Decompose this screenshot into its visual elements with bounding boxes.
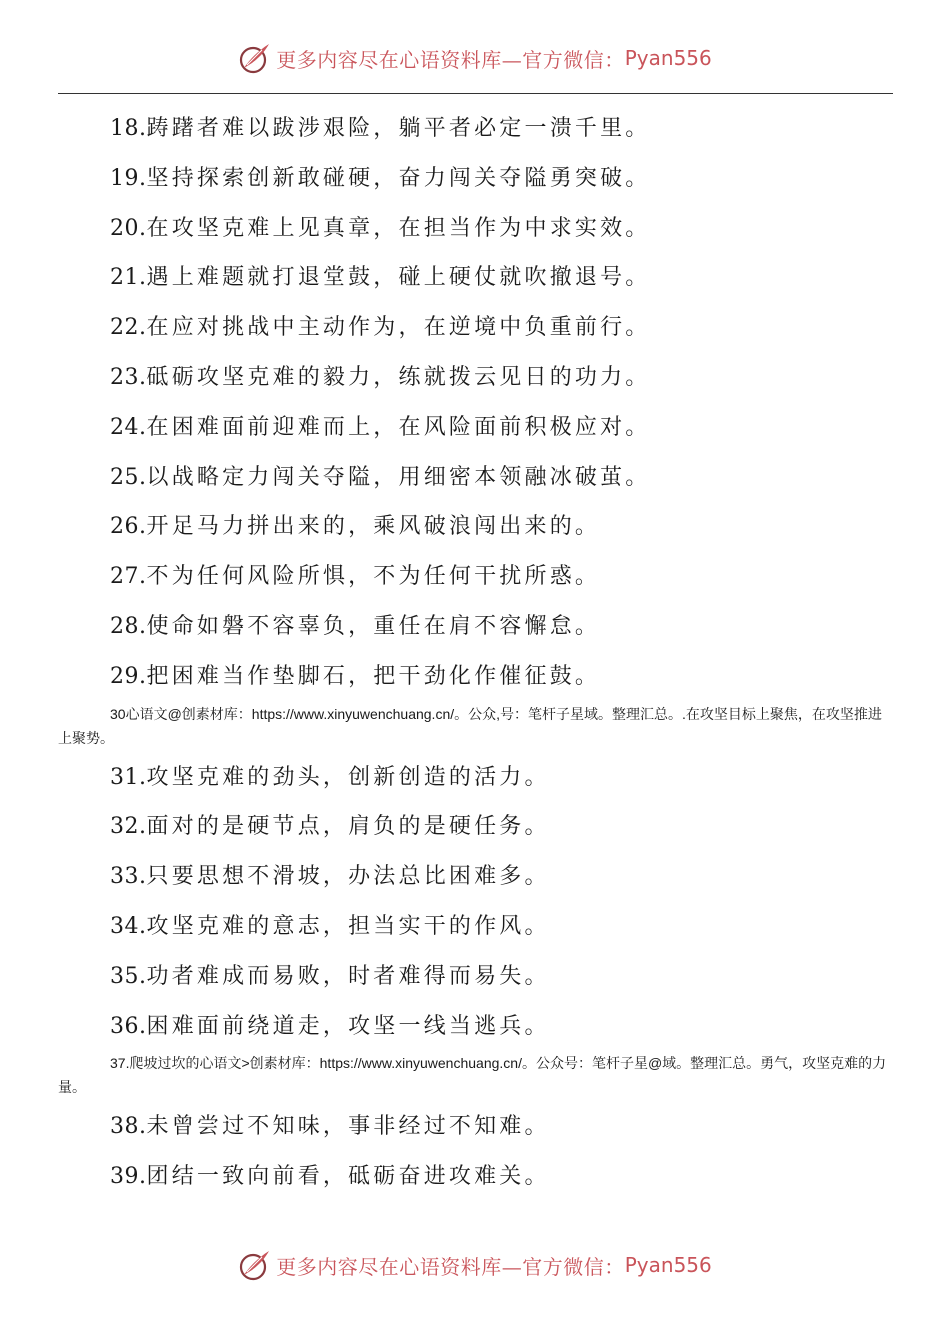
slogan-line [58,952,893,1002]
slogan-line [58,104,893,154]
slogan-number: 29. [110,663,147,689]
slogan-line [58,253,893,303]
slogan-line [58,753,893,803]
document-body [58,104,893,1202]
slogan-number: 24. [110,414,147,440]
slogan-number: 23. [110,364,147,390]
slogan-number: 33. [110,864,147,890]
slogan-line [58,204,893,254]
slogan-text: 以战略定力闯关夺隘，用细密本领融冰破茧。 [146,464,651,490]
slogan-text: 在攻坚克难上见真章，在担当作为中求实效。 [146,215,651,241]
slogan-line [58,154,893,204]
slogan-number: 39. [110,1164,147,1190]
slogan-text: 坚持探索创新敢碰硬，奋力闯关夺隘勇突破。 [146,165,651,191]
header-divider [58,93,893,94]
brand-wechat-id: Pyan556 [624,1253,712,1277]
slogan-list-c [58,1102,893,1202]
slogan-text: 困难面前绕道走，攻坚一线当逃兵。 [146,1013,550,1039]
slogan-line [58,802,893,852]
slogan-text: 不为任何风险所惧，不为任何干扰所惑。 [146,564,601,590]
slogan-number: 22. [110,315,147,341]
slogan-text: 攻坚克难的劲头，创新创造的活力。 [146,764,550,790]
slogan-number: 20. [110,215,147,241]
slogan-line [58,552,893,602]
slogan-line [58,1152,893,1202]
brand-text: 更多内容尽在心语资料库—官方微信： [276,1254,625,1279]
slogan-line [58,652,893,702]
slogan-number: 26. [110,514,147,540]
header-brand [0,38,950,78]
slogan-text: 面对的是硬节点，肩负的是硬任务。 [146,814,550,840]
slogan-number: 32. [110,814,147,840]
slogan-text: 功者难成而易败，时者难得而易失。 [146,963,550,989]
slogan-text: 把困难当作垫脚石，把干劲化作催征鼓。 [146,663,601,689]
slogan-number: 34. [110,913,147,939]
watermark-note-37: 37.爬坡过坎的心语文>创素材库：https://www.xinyuwenchuang.cn/。公众号：笔杆子星@域。整理汇总。勇气，攻坚克难的力量。 [58,1055,887,1096]
slogan-text: 踌躇者难以跋涉艰险，躺平者必定一溃千里。 [146,116,651,141]
slogan-line [58,1102,893,1152]
slogan-text: 只要思想不滑坡，办法总比困难多。 [146,864,550,890]
slogan-number: 38. [110,1114,147,1140]
slogan-line [58,902,893,952]
slogan-number: 25. [110,464,147,490]
slogan-line [58,303,893,353]
slogan-line [58,453,893,503]
slogan-line [58,502,893,552]
feather-pen-circle-icon [238,1248,272,1282]
slogan-list-a [58,104,893,702]
slogan-text: 团结一致向前看，砥砺奋进攻难关。 [146,1164,550,1190]
feather-pen-circle-icon [238,41,272,75]
slogan-number: 31. [110,764,147,790]
slogan-line [58,353,893,403]
slogan-number: 18. [110,116,147,141]
slogan-text: 遇上难题就打退堂鼓，碰上硬仗就吹撤退号。 [146,265,651,291]
slogan-line [58,602,893,652]
slogan-text: 砥砺攻坚克难的毅力，练就拨云见日的功力。 [146,364,651,390]
slogan-text: 开足马力拼出来的，乘风破浪闯出来的。 [146,514,601,540]
footer-brand [0,1245,950,1285]
slogan-line [58,1002,893,1052]
slogan-list-b [58,753,893,1052]
brand-text: 更多内容尽在心语资料库—官方微信： [276,47,625,72]
slogan-number: 36. [110,1013,147,1039]
slogan-number: 19. [110,165,147,191]
slogan-text: 使命如磐不容辜负，重任在肩不容懈怠。 [146,613,601,639]
slogan-number: 21. [110,265,147,291]
slogan-text: 在应对挑战中主动作为，在逆境中负重前行。 [146,315,651,341]
watermark-note-30: 30心语文@创素材库：https://www.xinyuwenchuang.cn/。公众,号：笔杆子星域。整理汇总。.在攻坚目标上聚焦，在攻坚推进上聚势。 [58,705,882,746]
slogan-line [58,852,893,902]
slogan-line [58,403,893,453]
slogan-text: 攻坚克难的意志，担当实干的作风。 [146,913,550,939]
slogan-text: 未曾尝过不知味，事非经过不知难。 [146,1114,550,1140]
slogan-text: 在困难面前迎难而上，在风险面前积极应对。 [146,414,651,440]
slogan-number: 27. [110,564,147,590]
brand-wechat-id: Pyan556 [624,46,712,70]
slogan-number: 35. [110,963,147,989]
slogan-number: 28. [110,613,147,639]
